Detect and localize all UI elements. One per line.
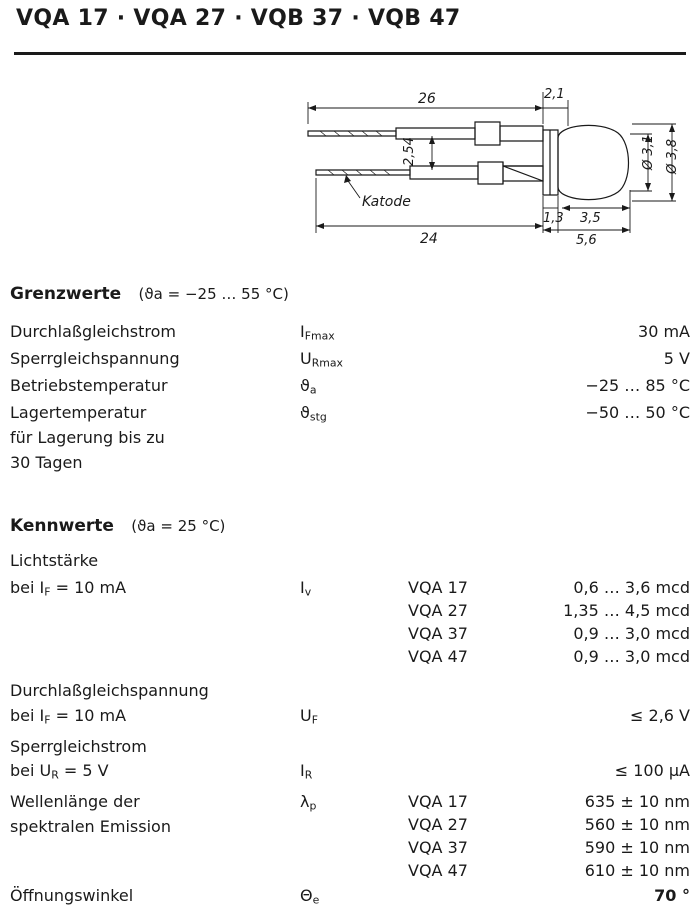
- characteristics-heading-label: Kennwerte: [10, 516, 114, 536]
- char-4-symbol: $\Theta_e$: [300, 886, 320, 907]
- char-2-name-line1: Sperrgleichstrom: [10, 737, 147, 756]
- char-0-symbol: $I_v$: [300, 578, 312, 599]
- limit-row-name-2: Betriebstemperatur: [10, 376, 168, 395]
- char-3-value-1: 560 ± 10 nm: [584, 815, 690, 834]
- dim-2-1: 2,1: [544, 87, 565, 102]
- char-1-name-line1: Durchlaßgleichspannung: [10, 681, 209, 700]
- storage-note-line2: 30 Tagen: [10, 453, 83, 472]
- char-0-value-0: 0,6 … 3,6 mcd: [573, 578, 690, 597]
- characteristics-condition: (ϑa = 25 °C): [131, 517, 226, 535]
- char-2-value-0: ≤ 100 µA: [614, 761, 690, 780]
- characteristics-heading: [10, 516, 225, 536]
- limit-row-symbol-2: $ϑ_a$: [300, 376, 317, 397]
- limit-row-value-0: 30 mA: [638, 322, 690, 341]
- dim-1-3: 1,3: [543, 211, 564, 226]
- char-3-type-3: VQA 47: [408, 861, 468, 880]
- limit-row-value-1: 5 V: [663, 349, 690, 368]
- char-1-name-line2: bei $I_F = 10$ mA: [10, 706, 127, 727]
- limit-row-symbol-1: $U_{Rmax}$: [300, 349, 343, 370]
- label-katode: Katode: [362, 194, 411, 210]
- char-3-value-0: 635 ± 10 nm: [584, 792, 690, 811]
- char-3-type-1: VQA 27: [408, 815, 468, 834]
- limit-row-symbol-3: $ϑ_{stg}$: [300, 403, 327, 424]
- dim-24: 24: [420, 231, 438, 247]
- dim-26: 26: [418, 91, 436, 107]
- char-0-value-2: 0,9 … 3,0 mcd: [573, 624, 690, 643]
- dim-5-6: 5,6: [576, 233, 597, 248]
- char-2-name-line2: bei $U_R = 5$ V: [10, 761, 109, 782]
- limit-row-value-2: −25 … 85 °C: [585, 376, 690, 395]
- char-3-value-3: 610 ± 10 nm: [584, 861, 690, 880]
- limit-row-symbol-0: $I_{Fmax}$: [300, 322, 335, 343]
- char-0-value-3: 0,9 … 3,0 mcd: [573, 647, 690, 666]
- char-0-type-1: VQA 27: [408, 601, 468, 620]
- component-drawing: [300, 78, 692, 263]
- limit-row-value-3: −50 … 50 °C: [585, 403, 690, 422]
- storage-note-line1: für Lagerung bis zu: [10, 428, 165, 447]
- char-2-symbol: $I_R$: [300, 761, 313, 782]
- char-4-value-0: 70 °: [654, 886, 690, 905]
- char-3-name-line2: spektralen Emission: [10, 817, 171, 836]
- title-divider: [14, 52, 686, 55]
- limit-row-name-0: Durchlaßgleichstrom: [10, 322, 176, 341]
- char-0-type-2: VQA 37: [408, 624, 468, 643]
- dim-2-54: 2,54: [402, 137, 417, 166]
- char-1-value-0: ≤ 2,6 V: [630, 706, 690, 725]
- dim-3-5: 3,5: [580, 211, 601, 226]
- dim-dia-3-8: Ø 3,8: [665, 138, 680, 174]
- char-0-type-3: VQA 47: [408, 647, 468, 666]
- char-0-name-line2: bei $I_F = 10$ mA: [10, 578, 127, 599]
- char-0-name-line1: Lichtstärke: [10, 551, 99, 570]
- limit-row-name-3: Lagertemperatur: [10, 403, 147, 422]
- char-3-name-line1: Wellenlänge der: [10, 792, 140, 811]
- char-4-name-line1: Öffnungswinkel: [10, 886, 134, 905]
- char-0-type-0: VQA 17: [408, 578, 468, 597]
- char-3-symbol: $\lambda_p$: [300, 792, 317, 813]
- char-1-symbol: $U_F$: [300, 706, 318, 727]
- limits-heading: [10, 284, 289, 304]
- char-0-value-1: 1,35 … 4,5 mcd: [563, 601, 690, 620]
- char-3-type-0: VQA 17: [408, 792, 468, 811]
- limits-condition: (ϑa = −25 … 55 °C): [138, 285, 289, 303]
- char-3-value-2: 590 ± 10 nm: [584, 838, 690, 857]
- limits-heading-label: Grenzwerte: [10, 284, 122, 304]
- limit-row-name-1: Sperrgleichspannung: [10, 349, 180, 368]
- dim-dia-3-1: Ø 3,1: [641, 134, 656, 170]
- page-title: VQA 17 · VQA 27 · VQB 37 · VQB 47: [16, 6, 461, 31]
- char-3-type-2: VQA 37: [408, 838, 468, 857]
